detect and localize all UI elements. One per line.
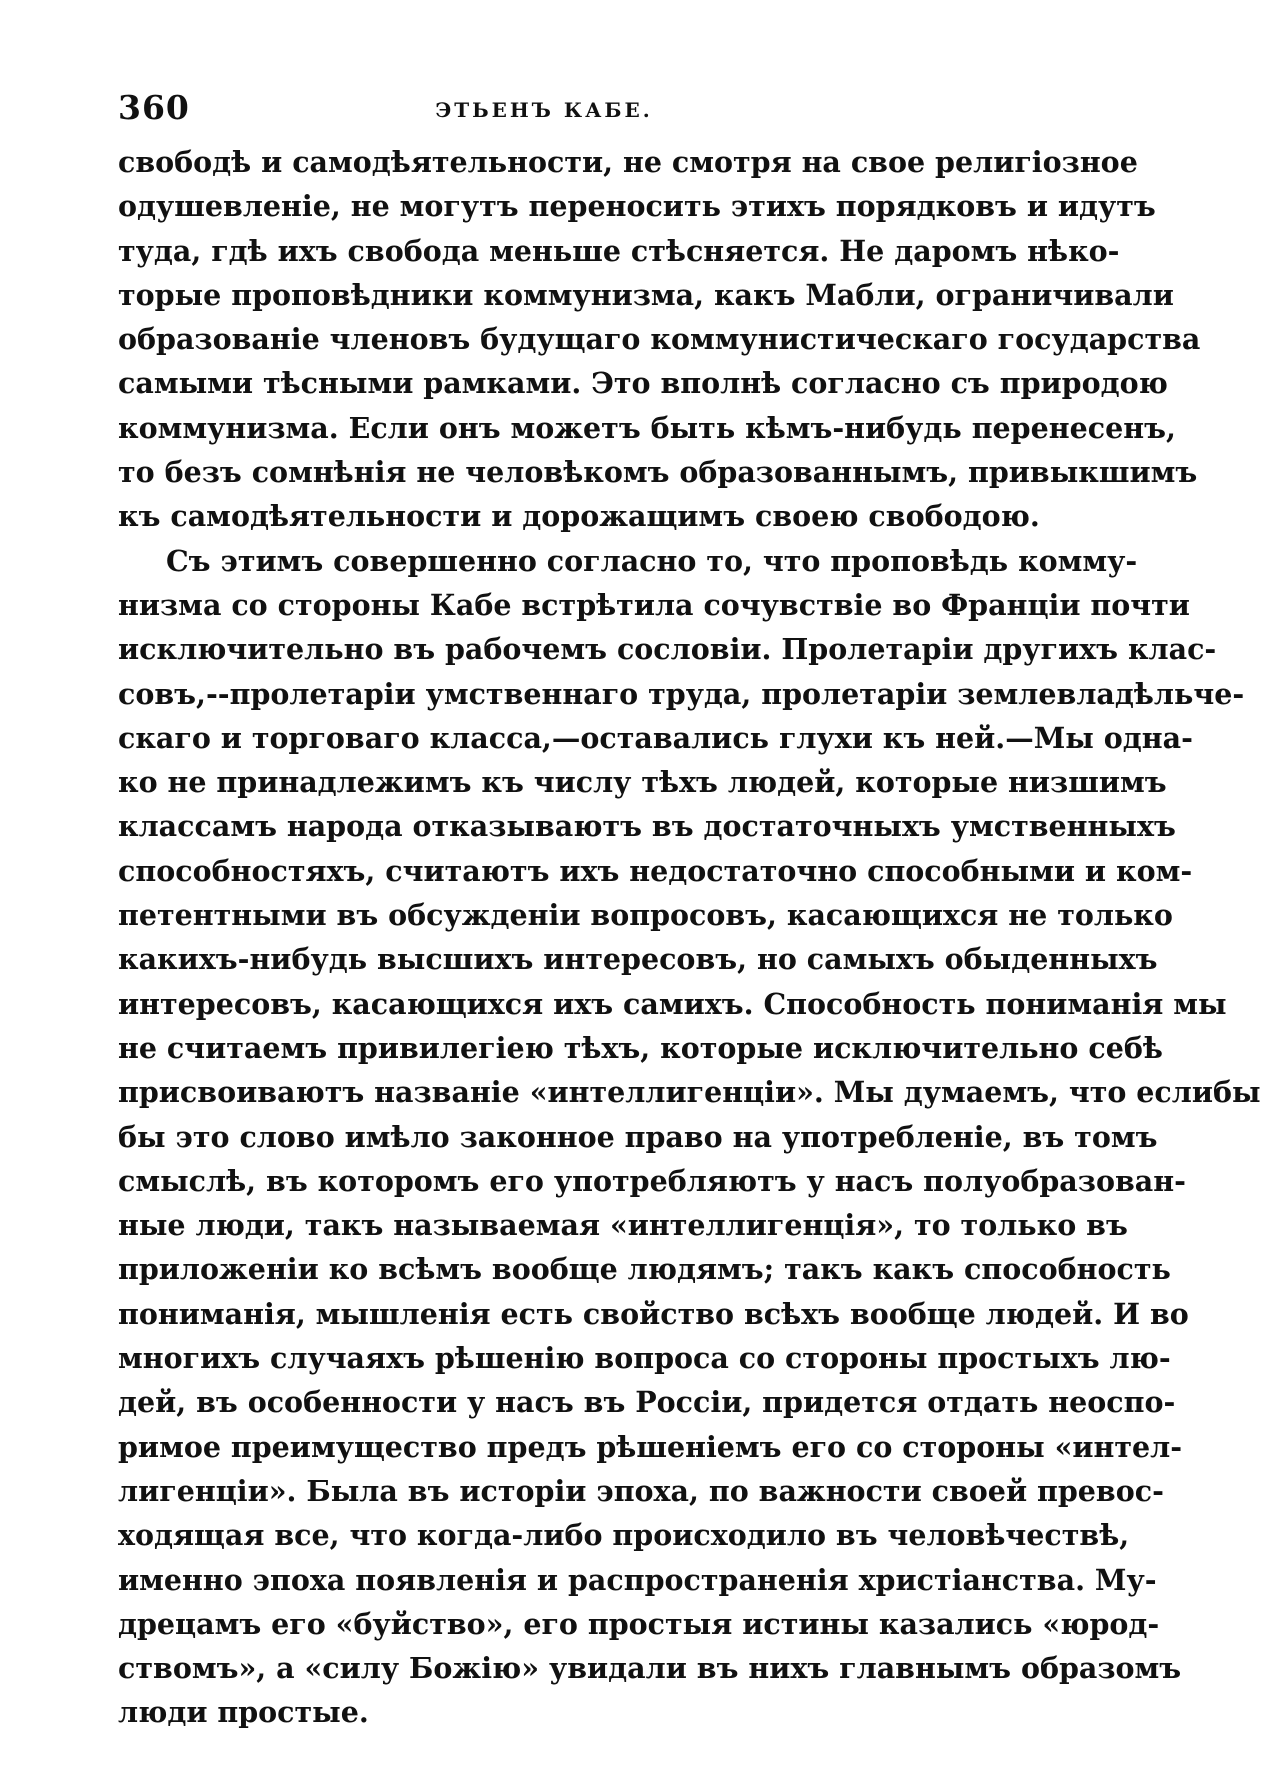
text-line: способностяхъ, считаютъ ихъ недостаточно способными и ком- [118, 853, 1193, 888]
text-line: коммунизма. Если онъ можетъ быть кѣмъ-нибудь перенесенъ, [118, 410, 1176, 445]
book-page [118, 88, 1261, 1735]
text-line: какихъ-нибудь высшихъ интересовъ, но самыхъ обыденныхъ [118, 942, 1158, 977]
text-line: Съ этимъ совершенно согласно то, что проповѣдь комму- [166, 543, 1138, 578]
text-line: дей, въ особенности у насъ въ Россіи, придется отдать неоспо- [118, 1385, 1176, 1420]
text-line: приложеніи ко всѣмъ вообще людямъ; такъ какъ способность [118, 1252, 1171, 1287]
running-title: ЭТЬЕНЪ КАБЕ. [435, 98, 653, 122]
text-line: низма со стороны Кабе встрѣтила сочувствіе во Франціи почти [118, 587, 1190, 622]
text-line: торые проповѣдники коммунизма, какъ Мабли, ограничивали [118, 277, 1174, 312]
text-line: то безъ сомнѣнія не человѣкомъ образованнымъ, привыкшимъ [118, 455, 1198, 490]
text-line: ходящая все, что когда-либо происходило въ человѣчествѣ, [118, 1518, 1130, 1553]
text-line: интересовъ, касающихся ихъ самихъ. Способность пониманія мы [118, 986, 1227, 1021]
text-line: пониманія, мышленія есть свойство всѣхъ вообще людей. И во [118, 1296, 1189, 1331]
text-line: дрецамъ его «буйство», его простыя истины казались «юрод- [118, 1606, 1160, 1641]
text-line: петентными въ обсужденіи вопросовъ, касающихся не только [118, 898, 1173, 933]
text-line: именно эпоха появленія и распространенія христіанства. Му- [118, 1562, 1157, 1597]
text-line: не считаемъ привилегіею тѣхъ, которые исключительно себѣ [118, 1030, 1163, 1065]
text-line: ко не принадлежимъ къ числу тѣхъ людей, которые низшимъ [118, 765, 1167, 800]
text-line: присвоиваютъ названіе «интеллигенціи». Мы думаемъ, что еслибы [118, 1075, 1261, 1110]
paragraph-1 [118, 140, 1201, 539]
text-line: скаго и торговаго класса,—оставались глухи къ ней.—Мы одна- [118, 720, 1193, 755]
running-head [118, 88, 970, 140]
text-line: совъ,--пролетаріи умственнаго труда, пролетаріи землевладѣльче- [118, 676, 1245, 711]
text-line: римое преимущество предъ рѣшеніемъ его со стороны «интел- [118, 1429, 1183, 1464]
text-line: туда, гдѣ ихъ свобода меньше стѣсняется. Не даромъ нѣко- [118, 233, 1120, 268]
page-number: 360 [118, 88, 190, 127]
text-line: люди простые. [118, 1695, 369, 1730]
text-line: исключительно въ рабочемъ сословіи. Пролетаріи другихъ клас- [118, 632, 1217, 667]
text-line: ствомъ», а «силу Божію» увидали въ нихъ главнымъ образомъ [118, 1651, 1182, 1686]
text-line: образованіе членовъ будущаго коммунистическаго государства [118, 322, 1201, 357]
text-line: классамъ народа отказываютъ въ достаточныхъ умственныхъ [118, 809, 1176, 844]
text-line: къ самодѣятельности и дорожащимъ своею свободою. [118, 499, 1040, 534]
paragraph-2 [118, 539, 1261, 1735]
text-line: лигенціи». Была въ исторіи эпоха, по важности своей превос- [118, 1473, 1164, 1508]
text-line: бы это слово имѣло законное право на употребленіе, въ томъ [118, 1119, 1158, 1154]
text-line: смыслѣ, въ которомъ его употребляютъ у насъ полуобразован- [118, 1163, 1186, 1198]
text-line: ные люди, такъ называемая «интеллигенція», то только въ [118, 1208, 1128, 1243]
text-line: одушевленіе, не могутъ переносить этихъ порядковъ и идутъ [118, 189, 1156, 224]
text-line: самыми тѣсными рамками. Это вполнѣ согласно съ природою [118, 366, 1168, 401]
text-line: многихъ случаяхъ рѣшенію вопроса со стороны простыхъ лю- [118, 1341, 1171, 1376]
text-line: свободѣ и самодѣятельности, не смотря на свое религіозное [118, 145, 1138, 179]
